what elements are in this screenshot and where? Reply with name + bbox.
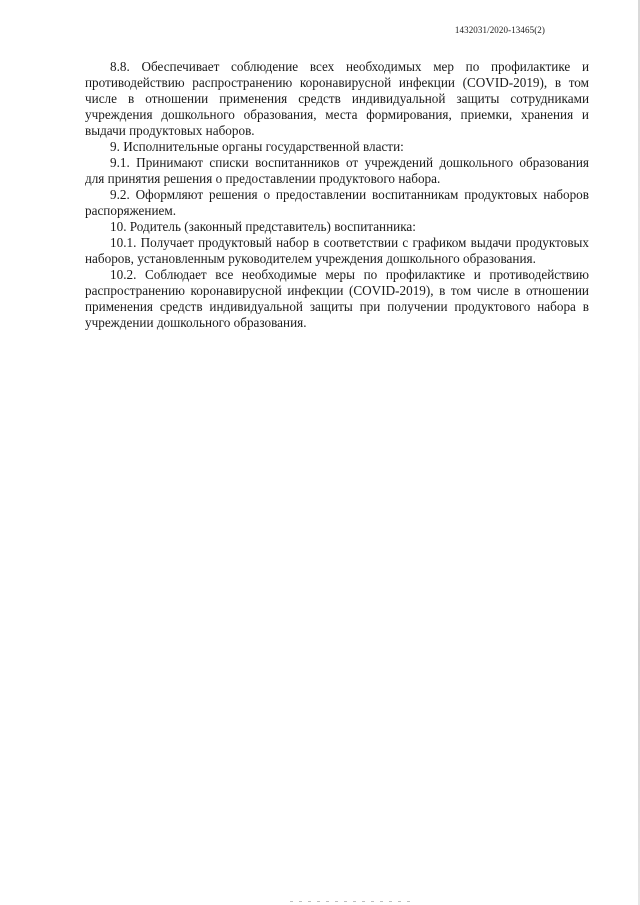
- paragraph-10-heading: 10. Родитель (законный представитель) воспитанника:: [110, 219, 416, 234]
- paragraph-9-heading: 9. Исполнительные органы государственной власти:: [110, 139, 404, 154]
- document-id: 1432031/2020-13465(2): [454, 25, 545, 35]
- paragraph-9-2: 9.2. Оформляют решения о предоставлении воспитанникам продуктовых наборов распоряжением.: [85, 187, 589, 218]
- paragraph-9-1: 9.1. Принимают списки воспитанников от учреждений дошкольного образования для принятия решения о предоставлении продуктового набора.: [85, 155, 589, 186]
- paragraph-10-2: 10.2. Соблюдает все необходимые меры по профилактике и противодействию распространению коронавирусной инфекции (COVID-2019), в том числе в отношении применения средств индивидуальной защиты при получении продуктового набора в учреждении дошкольного образования.: [85, 267, 589, 330]
- scan-artifact: [290, 901, 410, 902]
- paragraph-10-1: 10.1. Получает продуктовый набор в соответствии с графиком выдачи продуктовых наборов, установленным руководителем учреждения дошкольного образования.: [85, 235, 589, 266]
- document-body: [85, 59, 589, 331]
- paragraph-8-8: 8.8. Обеспечивает соблюдение всех необходимых мер по профилактике и противодействию распространению коронавирусной инфекции (COVID-2019), в том числе в отношении применения средств индивидуальной защиты сотрудниками учреждения дошкольного образования, места формирования, приемки, хранения и выдачи продуктовых наборов.: [85, 59, 589, 138]
